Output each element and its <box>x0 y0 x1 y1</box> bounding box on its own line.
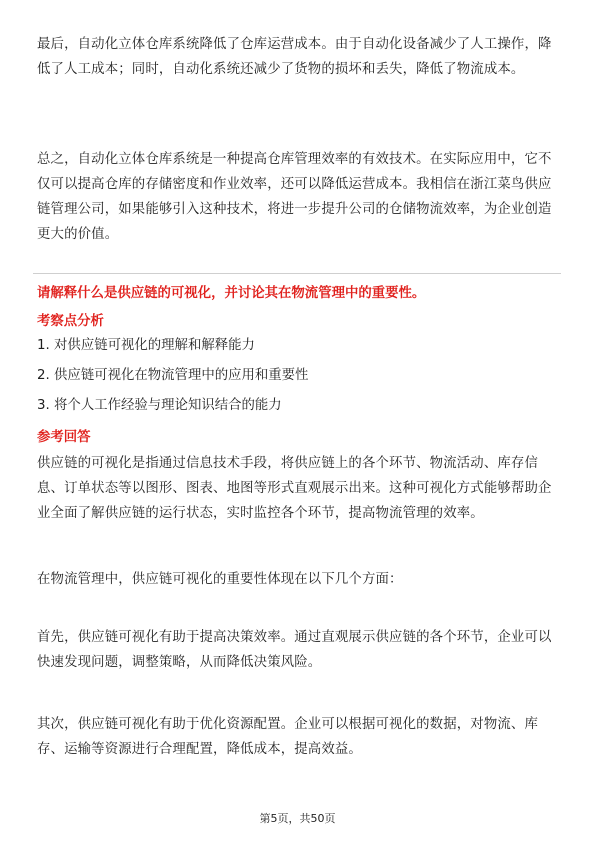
summary-paragraph: 总之，自动化立体仓库系统是一种提高仓库管理效率的有效技术。在实际应用中，它不仅可以提高仓库的存储密度和作业效率，还可以降低运营成本。我相信在浙江菜鸟供应链管理公司，如果能够引入这种技术，将进一步提升公司的仓储物流效率，为企业创造更大的价值。 <box>37 152 552 242</box>
answer-paragraph-definition: 供应链的可视化是指通过信息技术手段，将供应链上的各个环节、物流活动、库存信息、订单状态等以图形、图表、地图等形式直观展示出来。这种可视化方式能够帮助企业全面了解供应链的运行状态，实时监控各个环节，提高物流管理的效率。 <box>37 456 552 521</box>
answer-paragraph-decision: 首先，供应链可视化有助于提高决策效率。通过直观展示供应链的各个环节，企业可以快速发现问题，调整策略，从而降低决策风险。 <box>37 630 552 670</box>
analysis-item-3: 3. 将个人工作经验与理论知识结合的能力 <box>37 398 282 413</box>
answer-paragraph-resources: 其次，供应链可视化有助于优化资源配置。企业可以根据可视化的数据，对物流、库存、运输等资源进行合理配置，降低成本，提高效益。 <box>37 717 539 757</box>
analysis-title: 考察点分析 <box>37 314 104 329</box>
answer-paragraph-importance-intro: 在物流管理中，供应链可视化的重要性体现在以下几个方面： <box>37 572 403 587</box>
section-divider <box>33 273 561 274</box>
analysis-item-2: 2. 供应链可视化在物流管理中的应用和重要性 <box>37 368 309 383</box>
question-heading: 请解释什么是供应链的可视化，并讨论其在物流管理中的重要性。 <box>37 286 426 301</box>
closing-paragraph-cost: 最后，自动化立体仓库系统降低了仓库运营成本。由于自动化设备减少了人工操作，降低了人工成本；同时，自动化系统还减少了货物的损坏和丢失，降低了物流成本。 <box>37 37 552 77</box>
analysis-item-1: 1. 对供应链可视化的理解和解释能力 <box>37 338 255 353</box>
page-number: 第5页，共50页 <box>259 812 336 825</box>
answer-title: 参考回答 <box>37 430 91 445</box>
